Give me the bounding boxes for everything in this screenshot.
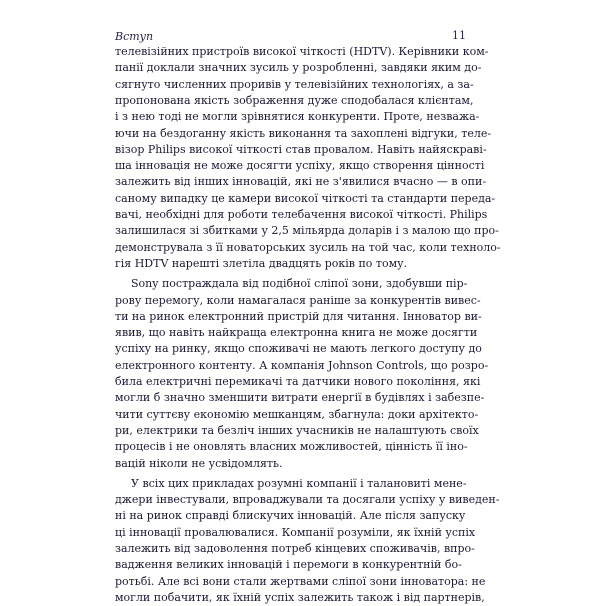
text-line: вадження великих інновацій і перемоги в конкурентній бо- [115,558,462,572]
text-line: успіху на ринку, якщо споживачі не мають легкого доступу до [115,342,482,356]
text-line: панії доклали значних зусиль у розробленні, завдяки яким до- [115,61,482,75]
text-line: била електричні перемикачі та датчики нового покоління, які [115,375,481,388]
text-line: джери інвестували, впроваджували та досягали успіху у виведен- [115,493,500,507]
text-line: чити суттєву економію мешканцям, збагнула: доки архітекто- [115,407,479,421]
text-line: процесів і не оновлять власних можливостей, цінність її іно- [115,440,468,454]
text-line: залежить від інших інновацій, які не з'явилися вчасно — в опи- [115,175,487,189]
text-line: вацій ніколи не усвідомлять. [115,456,283,470]
text-line: залежить від задоволення потреб кінцевих споживачів, впро- [115,542,475,555]
text-line: ні на ринок справді блискучих інновацій. Але після запуску [115,509,466,523]
text-line: сягнуто численних проривів у телевізійних технологіях, а за- [115,77,474,91]
text-line: телевізійних пристроїв високої чіткості (HDTV). Керівники ком- [115,45,489,58]
text-line: могли побачити, як їхній успіх залежить також і від партнерів, [115,590,485,604]
text-line: ри, електрики та безліч інших учасників не налаштують своїх [115,423,479,437]
text-line: і з нею тоді не могли зрівнятися конкуренти. Проте, незважа- [115,110,480,124]
text-line: могли б значно зменшити витрати енергії в будівлях і забезпе- [115,391,485,405]
text-line: ротьбі. Але всі вони стали жертвами сліпої зони інноватора: не [115,574,486,588]
text-line: ючи на бездоганну якість виконання та захоплені відгуки, теле- [115,126,492,140]
text-line: демонструвала з її новаторських зусиль на той час, коли техноло- [115,240,501,254]
text-line: У всіх цих прикладах розумні компанії і талановиті мене- [131,476,467,490]
text-line: гія HDTV нарешті злетіла двадцять років по тому. [115,256,408,270]
text-line: пропонована якість зображення дуже сподобалася клієнтам, [115,93,474,107]
text-line: залишилася зі збитками у 2,5 мільярда доларів і з малою що про- [115,224,499,238]
text-line: електронного контенту. А компанія Johnson Controls, що розро- [115,358,489,372]
running-head: Вступ [115,30,154,43]
text-line: Sony постраждала від подібної сліпої зони, здобувши пір- [131,277,468,291]
page-number: 11 [452,29,466,42]
text-line: саному випадку це камери високої чіткості та стандарти переда- [115,191,496,205]
text-line: візор Philips високої чіткості став провалом. Навіть найяскраві- [115,142,487,156]
text-line: ти на ринок електронний пристрій для читання. Інноватор ви- [115,309,482,323]
text-line: явив, що навіть найкраща електронна книга не може досягти [115,326,478,340]
text-line: ці інновації провалювалися. Компанії розуміли, як їхній успіх [115,525,476,539]
text-line: ша інновація не може досягти успіху, якщо створення цінності [115,159,485,173]
text-line: рову перемогу, коли намагалася раніше за конкурентів вивес- [115,293,481,307]
text-line: вачі, необхідні для роботи телебачення високої чіткості. Philips [115,208,488,221]
